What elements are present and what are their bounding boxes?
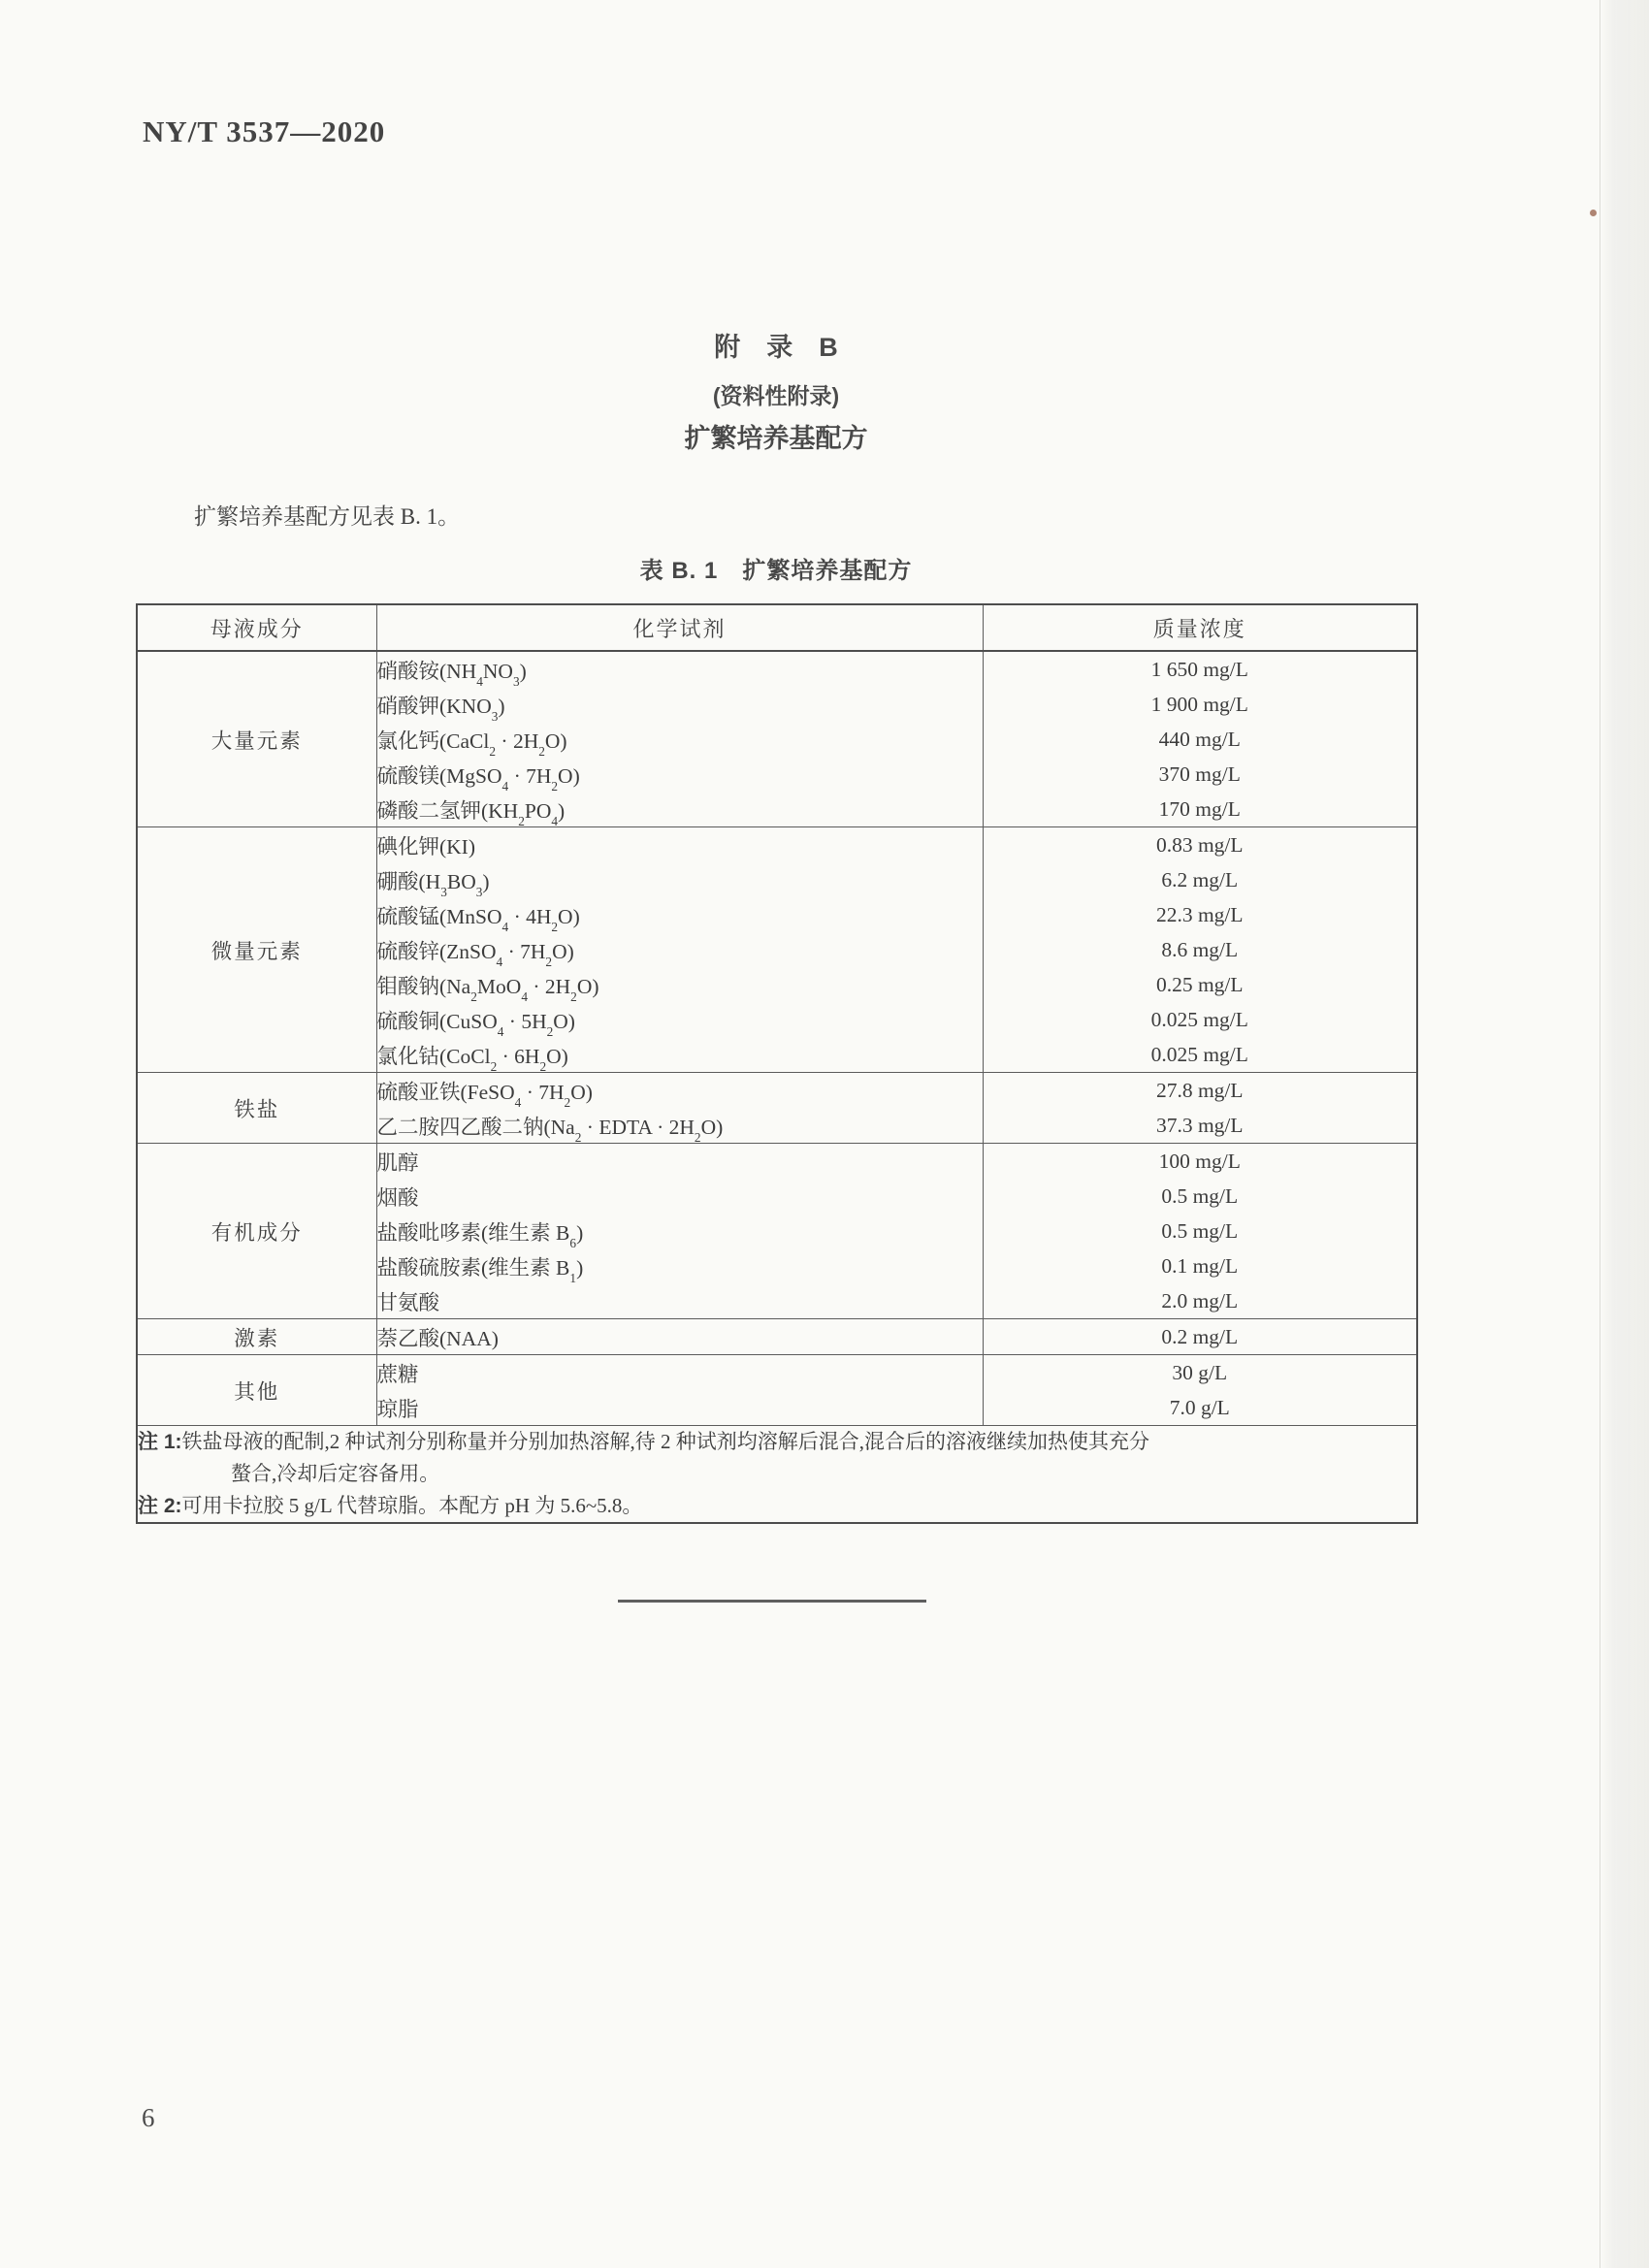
- page-number: 6: [142, 2103, 155, 2132]
- value-cell: 2.0 mg/L: [1161, 1288, 1239, 1312]
- appendix-subtitle: (资料性附录): [712, 383, 840, 408]
- value-cell: 6.2 mg/L: [1161, 867, 1239, 891]
- reagent-cell: 氯化钴(CoCl$_2$ · $6H_2O$): [376, 1037, 983, 1073]
- reagent-cell: 钼酸钠$(Na_2MoO_4 \cdot 2H_2O)$: [376, 967, 983, 1002]
- reagent-cell: 硫酸锌(ZnSO$_4$ · $7H_2O$): [376, 932, 983, 967]
- col-header-concentration: 质量浓度: [983, 604, 1417, 651]
- note-2-text-line-1: 可用卡拉胶 5 g/L 代替琼脂。本配方 pH 为 5.6~5.8。: [181, 1494, 643, 1517]
- value-cell: 1 900 mg/L: [1150, 692, 1248, 716]
- note-2: [138, 1490, 1416, 1522]
- reagent-cell: 蔗糖: [376, 1355, 983, 1391]
- note-1: [138, 1426, 1416, 1490]
- reagent-cell: 盐酸硫胺素(维生素 $B_1$): [376, 1248, 983, 1283]
- group-cell: 有机成分: [137, 1144, 376, 1319]
- value-cell: 0.83 mg/L: [983, 827, 1417, 863]
- value-cell: 100 mg/L: [983, 1144, 1417, 1180]
- appendix-heading: 扩繁培养基配方: [684, 424, 868, 453]
- reagent-cell: 烟酸: [376, 1179, 983, 1214]
- scan-artifact-dot: [1590, 210, 1597, 216]
- value-cell: 370 mg/L: [1158, 761, 1241, 786]
- table-row: [137, 1319, 1417, 1355]
- appendix-title: 附 录 B: [714, 333, 838, 362]
- reagent-cell: 硝酸铵$(NH_4NO_3)$: [376, 651, 983, 687]
- reagent-cell: 碘化钾(KI): [376, 827, 983, 863]
- reagent-cell: 硫酸锰(MnSO$_4$ · $4H_2O$): [376, 897, 983, 932]
- value-cell: 0.025 mg/L: [1150, 1042, 1248, 1066]
- note-1-text-line-1: 铁盐母液的配制,2 种试剂分别称量并分别加热溶解,待 2 种试剂均溶解后混合,混合后的溶液继续加热使其充分: [181, 1430, 1150, 1453]
- value-cell: 440 mg/L: [1158, 727, 1241, 751]
- media-formula-table: [136, 603, 1418, 1524]
- value-cell: 27.8 mg/L: [983, 1073, 1417, 1109]
- reagent-cell: 硝酸钾$(KNO_3)$: [376, 687, 983, 722]
- reagent-cell: 硫酸亚铁(FeSO$_4$ · $7H_2O$): [376, 1073, 983, 1109]
- value-cell: 22.3 mg/L: [1155, 902, 1244, 926]
- group-cell: 微量元素: [137, 827, 376, 1073]
- group-cell: 大量元素: [137, 651, 376, 827]
- intro-line: 扩繁培养基配方见表 B. 1。: [194, 504, 461, 529]
- reagent-cell: 硫酸铜(CuSO$_4$ · $5H_2O$): [376, 1002, 983, 1037]
- table-row: [137, 1073, 1417, 1109]
- reagent-cell: 硼酸$(H_3BO_3)$: [376, 862, 983, 897]
- value-cell: 37.3 mg/L: [1155, 1113, 1244, 1137]
- table-row: [137, 827, 1417, 863]
- value-cell: 8.6 mg/L: [1161, 937, 1239, 961]
- value-cell: 0.1 mg/L: [1161, 1253, 1239, 1278]
- table-row: [137, 651, 1417, 687]
- reagent-cell: 盐酸吡哆素(维生素 $B_6$): [376, 1214, 983, 1248]
- col-header-reagent: 化学试剂: [376, 604, 983, 651]
- value-cell: 170 mg/L: [1158, 796, 1241, 821]
- table-row: [137, 1144, 1417, 1180]
- value-cell: 7.0 g/L: [1169, 1395, 1230, 1419]
- reagent-cell: 硫酸镁(MgSO$_4$ · $7H_2O$): [376, 757, 983, 792]
- reagent-cell: 氯化钙(CaCl$_2$ · $2H_2O$): [376, 722, 983, 757]
- table-notes-cell: [137, 1426, 1417, 1524]
- document-end-rule: [618, 1600, 926, 1603]
- table-row: [137, 1355, 1417, 1391]
- value-cell: 1 650 mg/L: [983, 651, 1417, 687]
- group-cell: 其他: [137, 1355, 376, 1426]
- note-1-text-line-2: 螯合,冷却后定容备用。: [231, 1462, 440, 1485]
- reagent-cell: 肌醇: [376, 1144, 983, 1180]
- doc-code: NY/T 3537—2020: [143, 114, 386, 148]
- value-cell: 0.25 mg/L: [1155, 972, 1244, 996]
- value-cell: 30 g/L: [983, 1355, 1417, 1391]
- reagent-cell: 乙二胺四乙酸二钠($Na_2$ · EDTA · $2H_2O$): [376, 1108, 983, 1144]
- scan-edge-shadow: [1600, 0, 1649, 2268]
- reagent-cell: 萘乙酸(NAA): [376, 1319, 983, 1355]
- reagent-cell: 甘氨酸: [376, 1283, 983, 1319]
- reagent-cell: 琼脂: [376, 1390, 983, 1426]
- group-cell: 激素: [137, 1319, 376, 1355]
- group-cell: 铁盐: [137, 1073, 376, 1144]
- reagent-cell: 磷酸二氢钾$(KH_2PO_4)$: [376, 792, 983, 827]
- value-cell: 0.5 mg/L: [1161, 1183, 1239, 1208]
- table-header-row: [137, 604, 1417, 651]
- table-notes-row: [137, 1426, 1417, 1524]
- media-table-wrapper: [136, 603, 1416, 1524]
- note-1-label: 注 1:: [138, 1431, 182, 1453]
- value-cell: 0.2 mg/L: [983, 1319, 1417, 1355]
- value-cell: 0.025 mg/L: [1150, 1007, 1248, 1031]
- note-2-label: 注 2:: [138, 1495, 182, 1517]
- col-header-component: 母液成分: [137, 604, 376, 651]
- value-cell: 0.5 mg/L: [1161, 1218, 1239, 1243]
- table-caption: 表 B. 1 扩繁培养基配方: [639, 558, 913, 584]
